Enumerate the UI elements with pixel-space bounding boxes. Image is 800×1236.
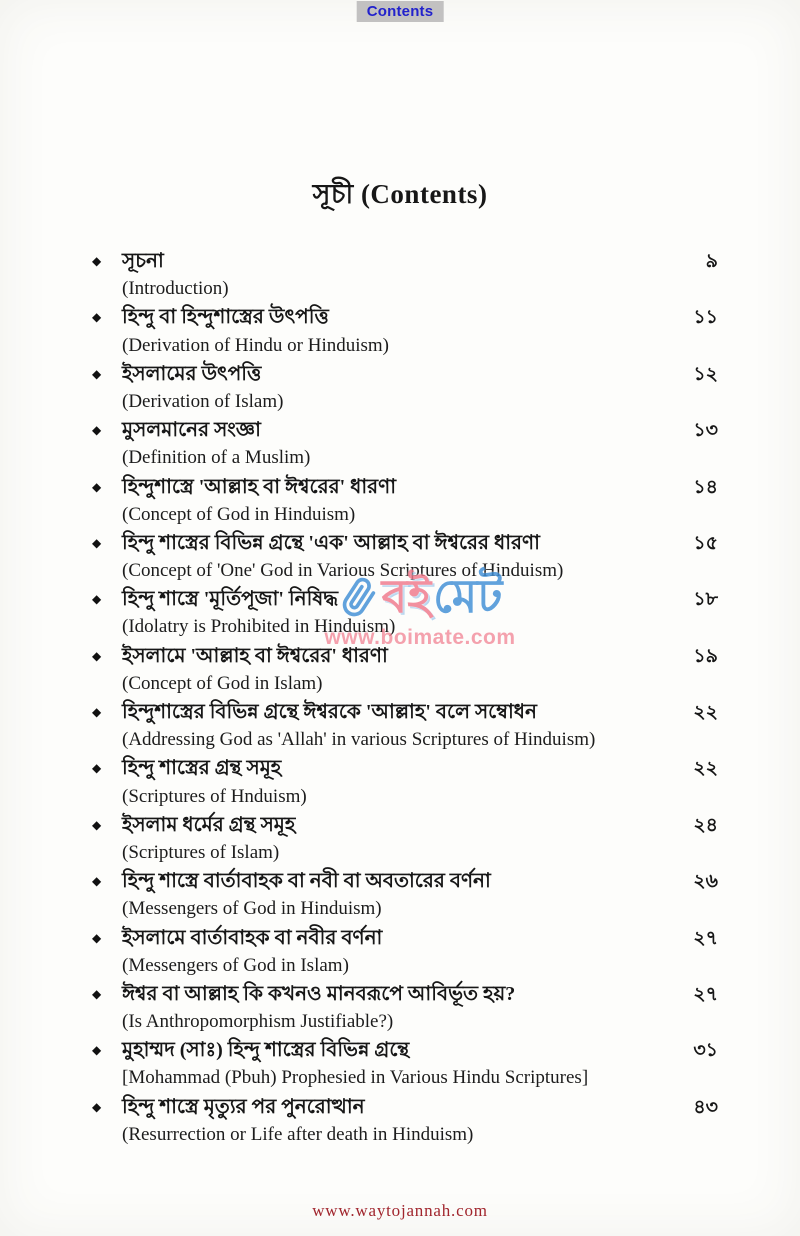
toc-entry — [92, 924, 718, 980]
toc-entry-main-row — [92, 303, 718, 331]
toc-entry-page-number: ২৪ — [693, 814, 718, 836]
toc-entry-title-bengali: ইসলামে 'আল্লাহ বা ঈশ্বরের' ধারণা — [122, 644, 388, 667]
toc-entry-title-bengali: হিন্দু বা হিন্দুশাস্ত্রের উৎপত্তি — [122, 306, 329, 329]
diamond-bullet-icon: ◆ — [92, 423, 102, 438]
diamond-bullet-icon: ◆ — [92, 1043, 102, 1058]
toc-entry — [92, 642, 718, 698]
toc-entry-title-bengali: হিন্দুশাস্ত্রের বিভিন্ন গ্রন্থে ঈশ্বরকে 'আল্লাহ' বলে সম্বোধন — [122, 701, 537, 723]
toc-entry-title-bengali: মুহাম্মদ (সাঃ) হিন্দু শাস্ত্রের বিভিন্ন গ্রন্থে — [122, 1039, 410, 1062]
toc-entry-title-english: (Definition of a Muslim) — [122, 447, 311, 469]
toc-entry-title-bengali: মুসলমানের সংজ্ঞা — [122, 419, 261, 442]
diamond-bullet-icon: ◆ — [92, 254, 102, 268]
toc-entry-main-row — [92, 360, 718, 388]
footer-site-url: www.waytojannah.com — [312, 1201, 488, 1220]
toc-entry-title-bengali: হিন্দুশাস্ত্রে 'আল্লাহ বা ঈশ্বরের' ধারণা — [122, 475, 397, 498]
toc-entry-main-row — [92, 754, 718, 782]
toc-entry-main-row — [92, 247, 718, 275]
watermark-logo-text-blue: মেট — [433, 571, 503, 622]
toc-entry-main-row — [92, 980, 718, 1008]
toc-entry-page-number: ১২ — [693, 363, 718, 385]
toc-entry-main-row — [92, 1036, 718, 1064]
toc-entry — [92, 754, 718, 810]
toc-entry-page-number: ২৬ — [693, 871, 718, 893]
toc-entry-page-number: ২২ — [693, 758, 718, 780]
toc-entry-title-bengali: ঈশ্বর বা আল্লাহ কি কখনও মানবরূপে আবির্ভূত হয়? — [122, 982, 516, 1005]
toc-entry-main-row — [92, 642, 718, 670]
diamond-bullet-icon: ◆ — [92, 535, 102, 550]
watermark-url: www.boimate.com — [324, 626, 516, 649]
contents-bookmark-chip[interactable]: Contents — [357, 1, 444, 22]
toc-entry — [92, 416, 718, 472]
toc-entry-title-english: (Messengers of God in Islam) — [122, 954, 349, 976]
page-title: সূচী (Contents) — [312, 179, 488, 209]
toc-entry-main-row — [92, 529, 718, 557]
toc-entry-page-number: ৪৩ — [693, 1096, 718, 1118]
toc-entry-title-bengali: ইসলামে বার্তাবাহক বা নবীর বর্ণনা — [122, 926, 383, 949]
toc-entry — [92, 360, 718, 416]
toc-entry — [92, 247, 718, 303]
toc-entry-page-number: ১৩ — [693, 420, 718, 442]
toc-entry-page-number: ২২ — [693, 702, 718, 723]
toc-entry-page-number: ১১ — [693, 307, 718, 329]
toc-entry-title-english: (Is Anthropomorphism Justifiable?) — [122, 1011, 394, 1033]
watermark-logo-text-red: বই — [381, 571, 432, 622]
toc-entry-title-english: (Messengers of God in Hinduism) — [122, 898, 382, 920]
toc-entry-title-english: (Concept of God in Hinduism) — [122, 503, 356, 525]
toc-entry-page-number: ১৫ — [693, 532, 718, 554]
toc-entry — [92, 303, 718, 359]
toc-entry-page-number: ১৪ — [693, 476, 718, 498]
toc-entry — [92, 980, 718, 1036]
toc-entry-main-row — [92, 1093, 718, 1121]
diamond-bullet-icon: ◆ — [92, 930, 102, 945]
toc-entry-main-row — [92, 811, 718, 839]
diamond-bullet-icon: ◆ — [92, 592, 102, 607]
diamond-bullet-icon: ◆ — [92, 479, 102, 494]
toc-entry-main-row — [92, 924, 718, 952]
toc-entry-title-bengali: হিন্দু শাস্ত্রে মৃত্যুর পর পুনরোত্থান — [122, 1095, 365, 1118]
toc-entry-main-row — [92, 867, 718, 895]
toc-entry — [92, 698, 718, 754]
toc-entry-page-number: ৯ — [705, 251, 718, 272]
toc-entry-title-english: (Idolatry is Prohibited in Hinduism) — [122, 616, 396, 638]
toc-entry — [92, 867, 718, 923]
toc-entry-title-english: [Mohammad (Pbuh) Prophesied in Various Hindu Scriptures] — [122, 1067, 589, 1089]
diamond-bullet-icon: ◆ — [92, 817, 102, 832]
toc-entry-title-bengali: ইসলাম ধর্মের গ্রন্থ সমূহ — [122, 813, 296, 836]
diamond-bullet-icon: ◆ — [92, 761, 102, 776]
toc-entry-page-number: ১৮ — [693, 589, 718, 611]
toc-entry — [92, 1036, 718, 1092]
toc-entry-title-english: (Derivation of Islam) — [122, 390, 284, 412]
toc-entry — [92, 529, 718, 585]
diamond-bullet-icon: ◆ — [92, 648, 102, 663]
toc-entry-title-bengali: হিন্দু শাস্ত্রের বিভিন্ন গ্রন্থে 'এক' আল্লাহ বা ঈশ্বরের ধারণা — [122, 531, 540, 554]
toc-entry-title-english: (Addressing God as 'Allah' in various Scriptures of Hinduism) — [122, 729, 596, 751]
diamond-bullet-icon: ◆ — [92, 874, 102, 889]
diamond-bullet-icon: ◆ — [92, 366, 102, 381]
diamond-bullet-icon: ◆ — [92, 705, 102, 719]
toc-entry — [92, 811, 718, 867]
toc-entry-page-number: ২৭ — [693, 927, 718, 949]
toc-entry-title-english: (Derivation of Hindu or Hinduism) — [122, 334, 390, 356]
toc-entry-main-row — [92, 698, 718, 726]
toc-entry — [92, 585, 718, 641]
diamond-bullet-icon: ◆ — [92, 986, 102, 1001]
toc-entry-main-row — [92, 416, 718, 444]
toc-list — [92, 247, 718, 1149]
toc-entry-title-english: (Concept of God in Islam) — [122, 672, 323, 694]
toc-entry-title-bengali: হিন্দু শাস্ত্রের গ্রন্থ সমূহ — [122, 757, 282, 780]
toc-entry-title-english: (Scriptures of Hnduism) — [122, 785, 307, 807]
toc-entry-page-number: ৩১ — [693, 1040, 718, 1062]
diamond-bullet-icon: ◆ — [92, 310, 102, 325]
toc-entry-page-number: ১৯ — [693, 645, 718, 667]
toc-entry-title-bengali: ইসলামের উৎপত্তি — [122, 362, 262, 385]
toc-entry-title-english: (Introduction) — [122, 278, 229, 300]
toc-entry-title-english: (Scriptures of Islam) — [122, 841, 280, 863]
toc-entry-title-english: (Resurrection or Life after death in Hinduism) — [122, 1123, 474, 1145]
diamond-bullet-icon: ◆ — [92, 1099, 102, 1114]
toc-entry-title-bengali: হিন্দু শাস্ত্রে 'মূর্তিপূজা' নিষিদ্ধ — [122, 588, 338, 611]
toc-entry-title-english: (Concept of 'One' God in Various Scriptures of Hinduism) — [122, 560, 564, 582]
toc-entry-main-row — [92, 585, 718, 613]
toc-entry-page-number: ২৭ — [693, 983, 718, 1005]
toc-entry — [92, 473, 718, 529]
toc-entry-title-bengali: হিন্দু শাস্ত্রে বার্তাবাহক বা নবী বা অবতারের বর্ণনা — [122, 870, 491, 893]
toc-entry-main-row — [92, 473, 718, 501]
toc-entry-title-bengali: সূচনা — [122, 250, 164, 272]
toc-entry — [92, 1093, 718, 1149]
